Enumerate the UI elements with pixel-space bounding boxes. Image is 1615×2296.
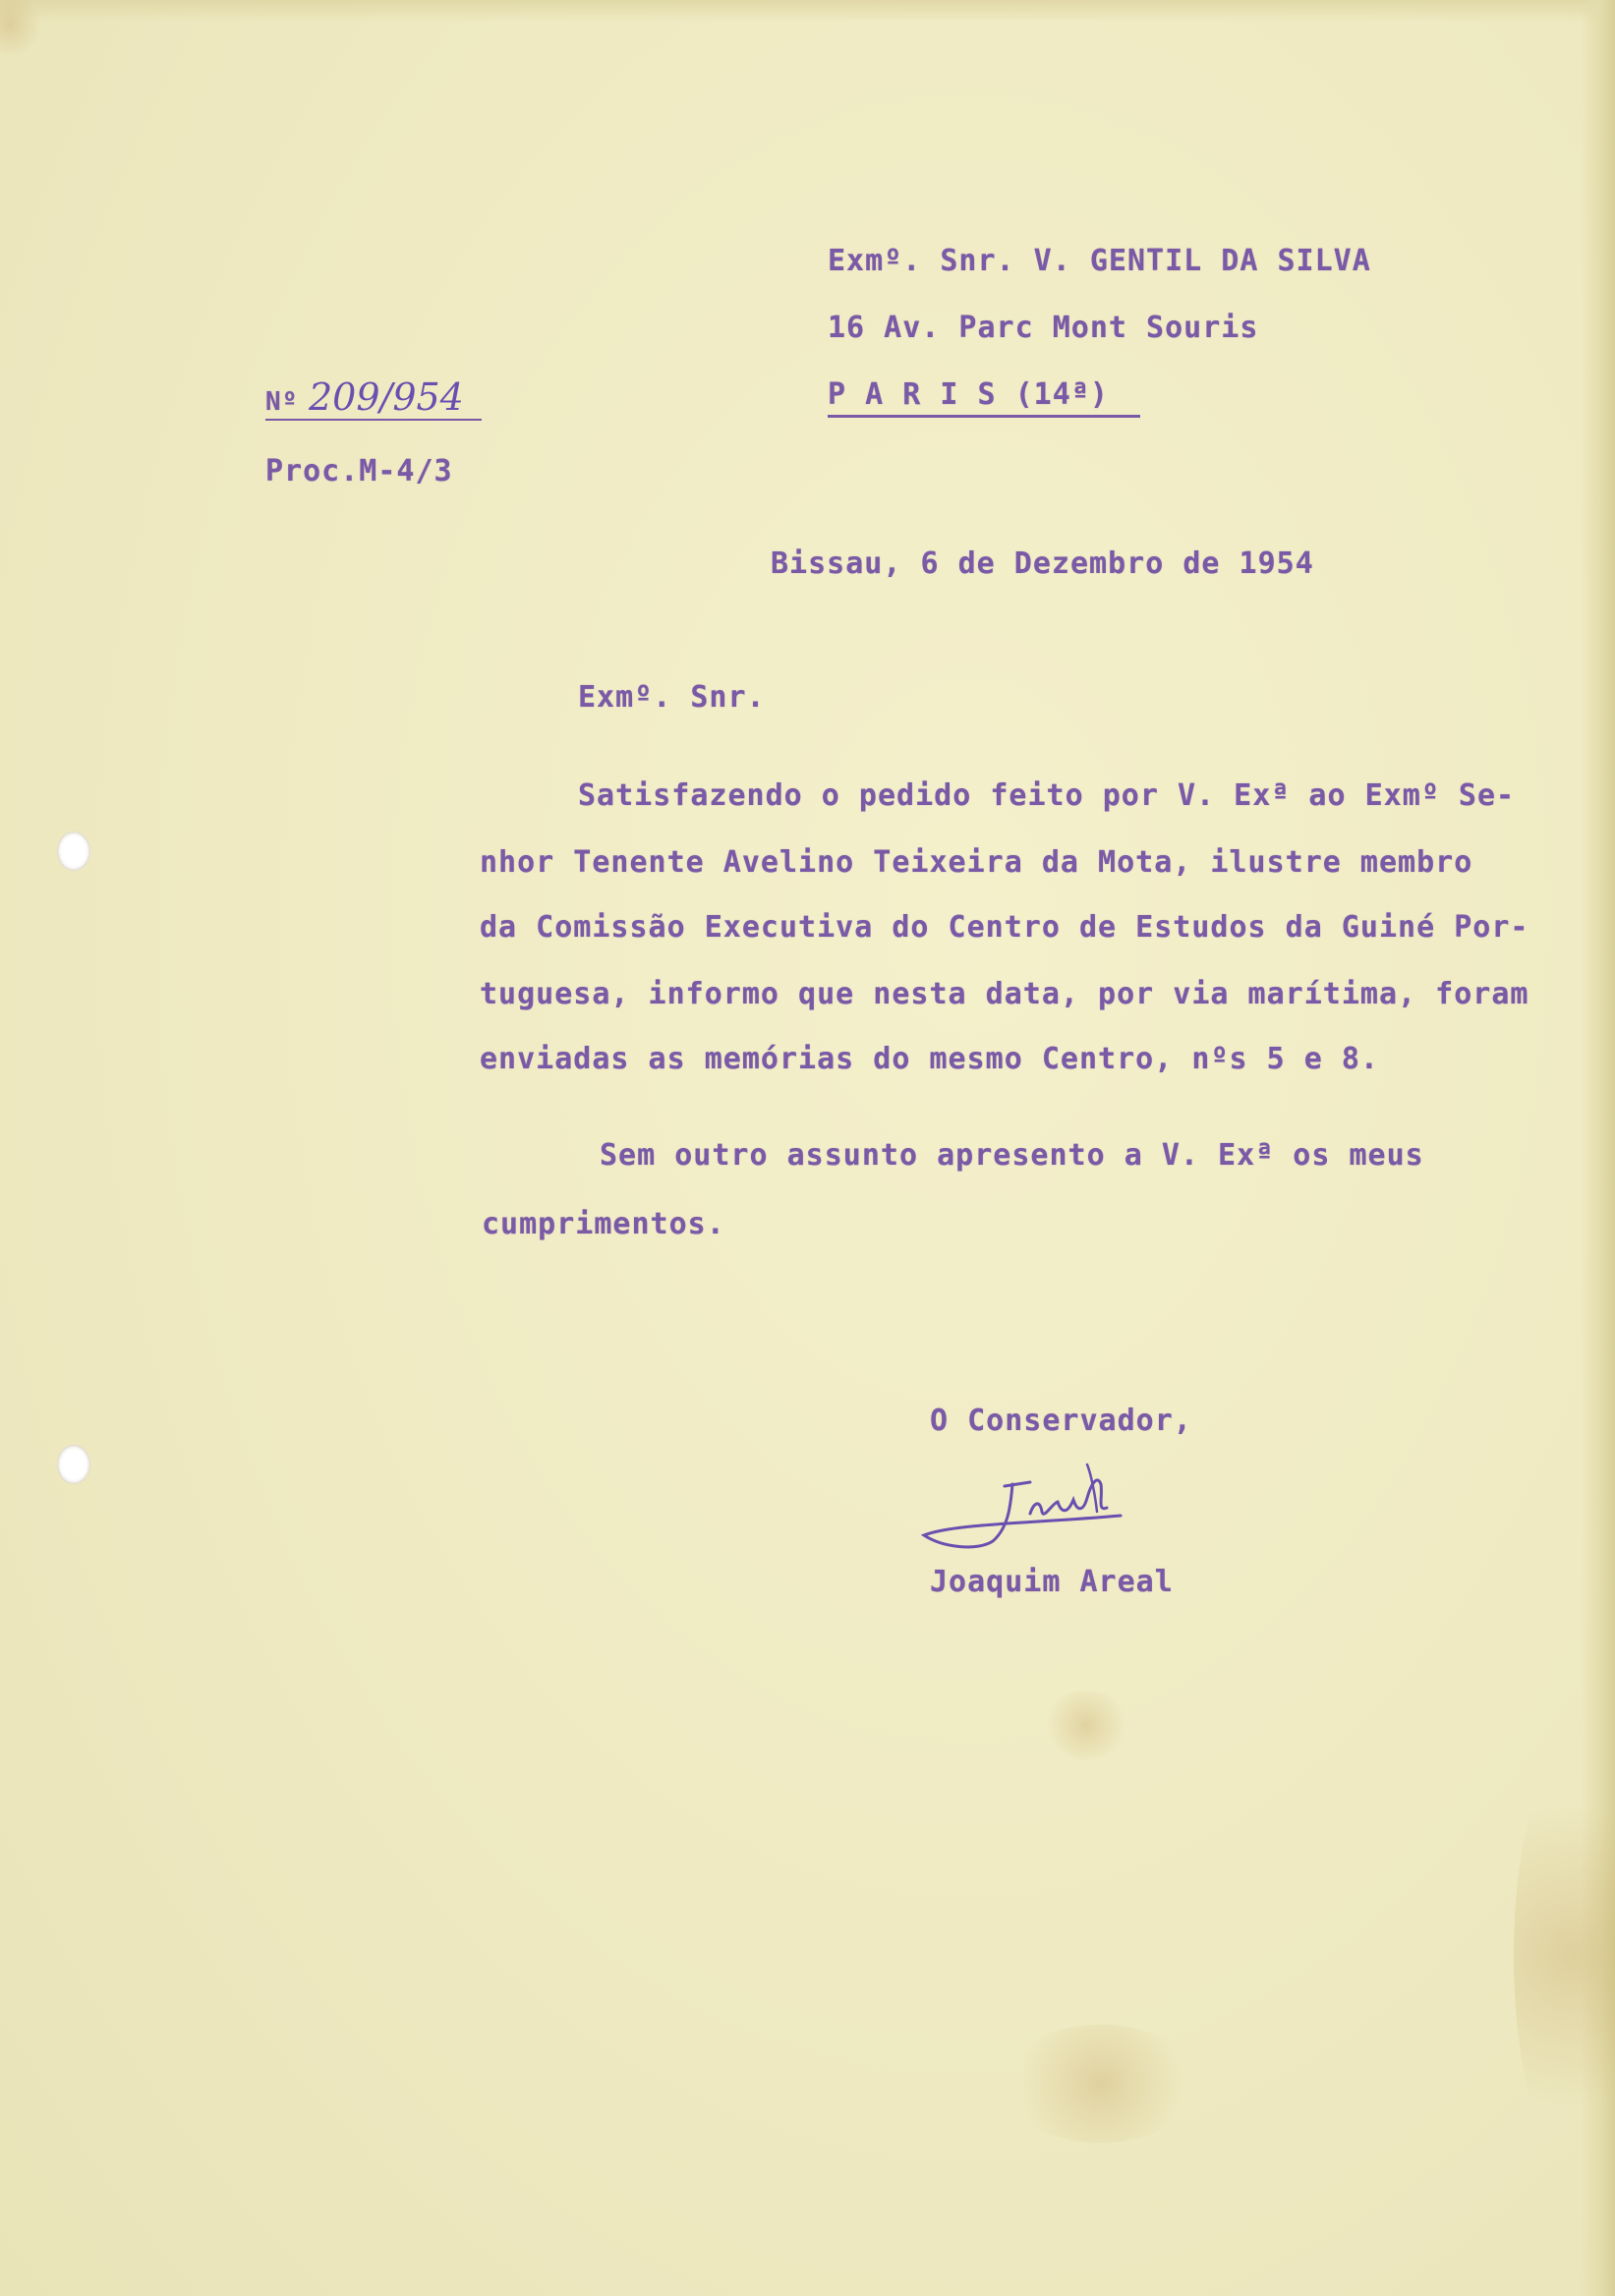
age-stain [1514,1750,1615,2162]
reference-number-prefix: Nº [265,387,299,417]
recipient-address: 16 Av. Parc Mont Souris [828,311,1259,345]
body-line: Sem outro assunto apresento a V. Exª os meus [600,1138,1424,1173]
age-stain [0,0,39,59]
place-date: Bissau, 6 de Dezembro de 1954 [771,546,1314,581]
reference-underline [265,419,482,421]
punch-hole [57,832,90,871]
body-line: enviadas as memórias do mesmo Centro, nºs 5 e 8. [480,1042,1379,1076]
handwritten-signature [914,1455,1170,1563]
body-line: tuguesa, informo que nesta data, por via marítima, foram [480,977,1529,1011]
paper-top-edge [0,0,1615,22]
body-line: da Comissão Executiva do Centro de Estudos da Guiné Por- [480,910,1529,945]
salutation: Exmº. Snr. [578,680,766,715]
body-line: cumprimentos. [482,1207,725,1241]
age-stain [1003,2025,1199,2143]
recipient-name: Exmº. Snr. V. GENTIL DA SILVA [828,244,1371,278]
signatory-name: Joaquim Areal [930,1565,1174,1599]
closing-title: O Conservador, [930,1404,1192,1438]
body-line: nhor Tenente Avelino Teixeira da Mota, ilustre membro [480,845,1473,880]
punch-hole [57,1445,90,1484]
reference-number-handwritten: 209/954 [309,375,464,419]
body-line: Satisfazendo o pedido feito por V. Exª ao Exmº Se- [578,778,1516,813]
process-reference: Proc.M-4/3 [265,454,453,488]
recipient-city: P A R I S (14ª) [828,377,1109,412]
city-underline [828,415,1140,418]
age-stain [1042,1691,1130,1759]
